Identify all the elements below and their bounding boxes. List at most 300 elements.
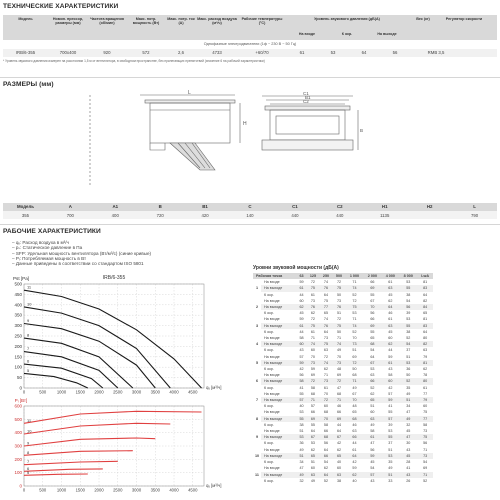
noise-value-cell: 38 — [336, 478, 342, 483]
legend-item: – qᵥ: Расход воздуха в м³/ч — [12, 240, 69, 245]
noise-value-cell: 82 — [417, 341, 433, 347]
noise-value-cell: 58 — [370, 429, 375, 434]
noise-value-cell: 63 — [381, 323, 399, 329]
dims-table-row — [3, 211, 497, 219]
noise-value-cell: 49 — [299, 447, 304, 452]
noise-value-cell: 80 — [423, 336, 428, 341]
noise-value-cell: 55 — [297, 416, 307, 422]
tech-data-cell: +60/70 — [255, 50, 269, 55]
dims-header-cell: H1 — [362, 204, 407, 209]
noise-value-cell: 26 — [406, 478, 411, 483]
noise-value-cell: 74 — [323, 317, 329, 322]
noise-value-cell: 62 — [346, 472, 364, 478]
noise-value-cell: 53 — [381, 453, 399, 459]
front-view-body — [270, 110, 345, 140]
series-label: 5 — [27, 367, 30, 373]
tech-section-title: ТЕХНИЧЕСКИЕ ХАРАКТЕРИСТИКИ — [3, 3, 119, 10]
dims-header-cell: L — [452, 204, 497, 209]
noise-value-cell: 63 — [363, 416, 381, 422]
noise-value-cell: 44 — [352, 441, 357, 446]
noise-value-cell: 73 — [423, 429, 428, 434]
noise-position-label: На выходе — [261, 378, 297, 384]
noise-header-cell: 500 — [332, 273, 345, 279]
series-label: 7 — [27, 459, 30, 465]
noise-value-cell: 64 — [336, 429, 342, 434]
noise-value-cell: 61 — [388, 317, 393, 322]
dims-data-cell: 1135 — [380, 212, 390, 218]
noise-value-cell: 67 — [306, 434, 319, 440]
noise-value-cell: 61 — [423, 385, 428, 390]
noise-position-label: К окр. — [264, 385, 274, 390]
noise-value-cell: 61 — [297, 323, 307, 329]
noise-position-label: На входе — [264, 447, 280, 452]
noise-position-label: На выходе — [261, 360, 297, 366]
noise-position-label: К окр. — [264, 404, 274, 409]
noise-value-cell: 63 — [352, 429, 357, 434]
noise-value-cell: 57 — [299, 354, 304, 359]
noise-value-cell: 63 — [423, 348, 428, 353]
noise-value-cell: 62 — [381, 341, 399, 347]
noise-value-cell: 54 — [323, 460, 329, 465]
noise-value-cell: 60 — [297, 341, 307, 347]
noise-value-cell: 78 — [423, 373, 428, 378]
noise-value-cell: 62 — [323, 367, 329, 372]
noise-point-number: 11 — [255, 472, 259, 477]
tech-header-cell: Макс. потр. мощность (Вт) — [127, 17, 165, 26]
noise-value-cell: 55 — [370, 292, 375, 297]
noise-value-cell: 61 — [388, 280, 393, 285]
front-view-inner — [276, 116, 339, 134]
series-label: 8 — [27, 449, 30, 455]
noise-value-cell: 72 — [310, 280, 315, 285]
noise-value-cell: 72 — [332, 378, 345, 384]
series-label: 10 — [27, 301, 32, 307]
tech-header-cell: Частота вращения (об/мин) — [88, 17, 126, 26]
noise-value-cell: 74 — [319, 360, 332, 366]
noise-value-cell: 66 — [323, 429, 329, 434]
tech-data-cell: 572 — [142, 50, 150, 55]
y-tick-label: 250 — [14, 333, 22, 339]
x-tick-label: 1500 — [75, 389, 85, 395]
tech-data-cell: 64 — [361, 50, 367, 55]
y-tick-label: 300 — [14, 323, 22, 329]
noise-value-cell: 65 — [323, 311, 329, 316]
work-section-title: РАБОЧИЕ ХАРАКТЕРИСТИКИ — [3, 228, 101, 235]
noise-position-label: На выходе — [261, 323, 297, 329]
y-tick-label: 150 — [14, 354, 22, 360]
tech-header-cell: Модель — [3, 17, 48, 21]
label-C1: C1 — [303, 91, 309, 96]
series-line — [24, 352, 118, 388]
noise-value-cell: 68 — [319, 434, 332, 440]
noise-value-cell: 59 — [310, 367, 315, 372]
noise-value-cell: 51 — [297, 453, 307, 459]
noise-value-cell: 70 — [352, 336, 357, 341]
noise-value-cell: 60 — [310, 348, 315, 353]
y-tick-label: 450 — [14, 291, 22, 297]
noise-value-cell: 76 — [306, 304, 319, 310]
x-tick-label: 4500 — [188, 389, 198, 395]
noise-value-cell: 68 — [363, 341, 381, 347]
noise-value-cell: 61 — [363, 434, 381, 440]
noise-value-cell: 59 — [381, 397, 399, 403]
noise-value-cell: 69 — [423, 466, 428, 471]
noise-value-cell: 64 — [310, 429, 315, 434]
noise-value-cell: 75 — [423, 410, 428, 415]
noise-value-cell: 55 — [399, 323, 417, 329]
label-L: L — [188, 90, 191, 96]
noise-header-cell: LwA — [417, 273, 433, 279]
noise-point-number: 6 — [255, 379, 259, 384]
noise-point-number: 1 — [255, 286, 259, 291]
side-view-body — [150, 103, 230, 143]
noise-value-cell: 53 — [299, 410, 304, 415]
noise-value-cell: 49 — [336, 348, 342, 353]
noise-value-cell: 51 — [352, 348, 357, 353]
noise-position-label: К окр. — [264, 478, 274, 483]
noise-header-cell: Рабочая точка — [253, 273, 297, 279]
noise-value-cell: 71 — [310, 336, 315, 341]
x-tick-label: 3000 — [131, 487, 142, 493]
noise-value-cell: 72 — [319, 397, 332, 403]
dims-header-cell: H2 — [407, 204, 452, 209]
noise-value-cell: 33 — [388, 478, 393, 483]
label-H: H — [243, 121, 247, 127]
noise-value-cell: 73 — [346, 341, 364, 347]
label-B: B — [360, 128, 364, 133]
x-tick-label: 0 — [22, 389, 26, 395]
y-tick-label: 600 — [14, 403, 22, 409]
noise-value-cell: 64 — [319, 472, 332, 478]
noise-value-cell: 65 — [332, 453, 345, 459]
noise-value-cell: 79 — [423, 354, 428, 359]
series-label: 9 — [27, 440, 30, 446]
noise-value-cell: 57 — [310, 404, 315, 409]
series-label: 8 — [27, 332, 30, 338]
noise-value-cell: 34 — [299, 460, 304, 465]
x-tick-label: 1000 — [56, 389, 67, 395]
noise-value-cell: 37 — [388, 441, 393, 446]
noise-row — [253, 478, 433, 484]
noise-value-cell: 72 — [310, 317, 315, 322]
noise-value-cell: 71 — [306, 397, 319, 403]
noise-value-cell: 60 — [323, 404, 329, 409]
y-tick-label: 500 — [14, 416, 22, 422]
noise-value-cell: 73 — [306, 360, 319, 366]
noise-value-cell: 73 — [336, 298, 342, 303]
noise-value-cell: 39 — [388, 422, 393, 427]
dims-header-cell: Модель — [3, 204, 48, 209]
noise-value-cell: 59 — [363, 453, 381, 459]
noise-value-cell: 69 — [336, 373, 342, 378]
x-tick-label: 0 — [22, 487, 26, 493]
noise-value-cell: 82 — [423, 298, 428, 303]
tech-header-cell: Макс. расход воздуха (м³/ч) — [197, 17, 237, 26]
noise-header-cell: 250 — [319, 273, 332, 279]
noise-value-cell: 54 — [399, 341, 417, 347]
noise-point-number: 10 — [254, 453, 260, 458]
noise-value-cell: 60 — [370, 410, 375, 415]
x-tick-label: 3000 — [131, 389, 142, 395]
noise-header-cell: 63 — [297, 273, 307, 279]
noise-position-label: На входе — [264, 298, 280, 303]
work-legend — [12, 240, 252, 266]
noise-value-cell: 68 — [346, 416, 364, 422]
series-line — [24, 373, 88, 388]
noise-value-cell: 69 — [352, 354, 357, 359]
noise-value-cell: 49 — [388, 466, 393, 471]
noise-value-cell: 53 — [406, 317, 411, 322]
noise-value-cell: 75 — [306, 285, 319, 291]
y-tick-label: 300 — [14, 443, 22, 449]
noise-value-cell: 60 — [336, 466, 342, 471]
series-line — [24, 423, 170, 434]
noise-value-cell: 41 — [299, 385, 304, 390]
dims-header-cell: C2 — [317, 204, 362, 209]
dims-header-cell: A1 — [93, 204, 138, 209]
x-tick-label: 2000 — [94, 389, 104, 395]
noise-value-cell: 53 — [297, 434, 307, 440]
noise-header-cell: 8 000 — [399, 273, 417, 279]
noise-value-cell: 75 — [346, 304, 364, 310]
noise-header-cell: 2 000 — [363, 273, 381, 279]
noise-value-cell: 74 — [323, 280, 329, 285]
noise-value-cell: 77 — [423, 391, 428, 396]
noise-position-label: На выходе — [261, 397, 297, 403]
noise-value-cell: 71 — [332, 397, 345, 403]
noise-value-cell: 57 — [297, 397, 307, 403]
label-C2: C2 — [303, 99, 309, 104]
noise-value-cell: 63 — [323, 348, 329, 353]
noise-value-cell: 54 — [423, 460, 428, 465]
noise-value-cell: 69 — [363, 323, 381, 329]
tech-subheader-cell: К окр. — [327, 32, 367, 37]
noise-value-cell: 58 — [310, 385, 315, 390]
front-view — [262, 96, 358, 150]
noise-value-cell: 70 — [319, 416, 332, 422]
noise-value-cell: 61 — [352, 447, 357, 452]
label-B1: B1 — [305, 95, 311, 100]
noise-value-cell: 54 — [370, 466, 375, 471]
noise-position-label: К окр. — [264, 441, 274, 446]
tech-header-cell: Рабочие температуры (°C) — [238, 17, 286, 26]
dims-divider — [0, 77, 500, 78]
noise-value-cell: 73 — [323, 336, 329, 341]
tech-header-cell: Номин. прессор, размеры (мм) — [49, 17, 87, 26]
noise-value-cell: 72 — [346, 360, 364, 366]
series-label: 11 — [27, 417, 32, 423]
noise-value-cell: 64 — [381, 304, 399, 310]
noise-point-number: 4 — [255, 342, 259, 347]
noise-value-cell: 56 — [370, 447, 375, 452]
series-line — [24, 469, 103, 471]
noise-value-cell: 51 — [399, 397, 417, 403]
tech-subheader-cell: На выходе — [367, 32, 407, 37]
noise-value-cell: 64 — [423, 292, 428, 297]
noise-value-cell: 52 — [352, 292, 357, 297]
noise-value-cell: 64 — [423, 329, 428, 334]
noise-value-cell: 45 — [370, 460, 375, 465]
noise-value-cell: 66 — [346, 434, 364, 440]
noise-position-label: На выходе — [261, 341, 297, 347]
noise-value-cell: 75 — [319, 341, 332, 347]
tech-header-cell: Макс. потр. ток (A) — [167, 17, 195, 26]
noise-position-label: На входе — [264, 317, 280, 322]
noise-value-cell: 81 — [423, 280, 428, 285]
noise-value-cell: 43 — [388, 367, 393, 372]
noise-value-cell: 61 — [310, 329, 315, 334]
noise-value-cell: 53 — [388, 429, 393, 434]
y-tick-label: 500 — [14, 281, 22, 287]
noise-value-cell: 70 — [336, 354, 342, 359]
legend-item: – pₛ: Статическое давление в Па — [12, 245, 83, 250]
noise-table-wrap — [253, 273, 433, 484]
noise-header-cell: 125 — [306, 273, 319, 279]
noise-point-number: 5 — [255, 360, 259, 365]
noise-value-cell: 61 — [310, 292, 315, 297]
noise-value-cell: 47 — [336, 385, 342, 390]
noise-value-cell: 73 — [417, 453, 433, 459]
noise-value-cell: 53 — [399, 360, 417, 366]
noise-value-cell: 83 — [417, 323, 433, 329]
legend-item: – Данные приведены в соответствии со стандартом ISO 5801 — [12, 261, 144, 266]
noise-value-cell: 47 — [299, 466, 304, 471]
noise-value-cell: 83 — [417, 285, 433, 291]
noise-value-cell: 42 — [336, 441, 342, 446]
noise-value-cell: 55 — [370, 329, 375, 334]
tech-data-cell: 2,6 — [178, 50, 184, 55]
y-axis-label: Pᵢ [Вт] — [14, 398, 28, 403]
noise-value-cell: 71 — [423, 447, 428, 452]
noise-value-cell: 72 — [336, 317, 342, 322]
dims-data-cell: 440 — [291, 212, 299, 218]
side-view-top-frame — [145, 100, 235, 103]
noise-value-cell: 44 — [299, 292, 304, 297]
noise-value-cell: 30 — [406, 441, 411, 446]
x-tick-label: 4500 — [188, 487, 198, 493]
noise-value-cell: 52 — [423, 478, 428, 483]
noise-value-cell: 66 — [363, 378, 381, 384]
noise-value-cell: 74 — [346, 285, 364, 291]
noise-value-cell: 66 — [370, 317, 375, 322]
noise-value-cell: 52 — [406, 336, 411, 341]
noise-value-cell: 51 — [388, 447, 393, 452]
noise-value-cell: 53 — [352, 311, 357, 316]
x-tick-label: 4000 — [169, 389, 179, 395]
noise-value-cell: 58 — [297, 378, 307, 384]
noise-value-cell: 72 — [323, 354, 329, 359]
dims-data-cell: 720 — [156, 212, 164, 218]
noise-position-label: К окр. — [264, 348, 274, 353]
noise-value-cell: 58 — [388, 373, 393, 378]
noise-value-cell: 57 — [363, 472, 381, 478]
noise-value-cell: 40 — [352, 478, 357, 483]
noise-value-cell: 43 — [406, 447, 411, 452]
noise-value-cell: 48 — [352, 404, 357, 409]
noise-value-cell: 61 — [297, 285, 307, 291]
noise-value-cell: 69 — [310, 373, 315, 378]
noise-value-cell: 61 — [323, 385, 329, 390]
noise-value-cell: 51 — [336, 311, 342, 316]
noise-value-cell: 65 — [352, 410, 357, 415]
noise-value-cell: 42 — [299, 367, 304, 372]
y-tick-label: 400 — [14, 302, 22, 308]
dims-data-cell: 355 — [21, 212, 30, 218]
noise-value-cell: 66 — [310, 410, 315, 415]
noise-value-cell: 73 — [319, 378, 332, 384]
noise-value-cell: 56 — [370, 311, 375, 316]
x-tick-label: 500 — [39, 389, 47, 395]
noise-value-cell: 44 — [299, 329, 304, 334]
dims-header-cell: B — [138, 204, 183, 209]
y-tick-label: 200 — [14, 456, 22, 462]
noise-value-cell: 69 — [363, 285, 381, 291]
noise-value-cell: 42 — [352, 460, 357, 465]
x-tick-label: 2000 — [94, 487, 104, 493]
legend-item: – Pᵢ: Потребляемая мощность в Вт — [12, 256, 87, 261]
noise-position-label: К окр. — [264, 311, 274, 316]
noise-value-cell: 56 — [299, 373, 304, 378]
noise-value-cell: 70 — [323, 391, 329, 396]
noise-value-cell: 35 — [406, 385, 411, 390]
noise-value-cell: 51 — [381, 472, 399, 478]
noise-value-cell: 63 — [306, 472, 319, 478]
x-tick-label: 2500 — [113, 389, 123, 395]
y-tick-label: 350 — [14, 312, 22, 318]
dims-header-cell: C1 — [272, 204, 317, 209]
noise-value-cell: 67 — [363, 360, 381, 366]
noise-value-cell: 62 — [310, 447, 315, 452]
noise-position-label: К окр. — [264, 460, 274, 465]
noise-position-label: На выходе — [261, 453, 297, 459]
x-tick-label: 2500 — [113, 487, 123, 493]
noise-value-cell: 43 — [399, 472, 417, 478]
noise-value-cell: 48 — [336, 367, 342, 372]
noise-value-cell: 71 — [336, 336, 342, 341]
noise-value-cell: 54 — [406, 298, 411, 303]
tech-data-row — [3, 49, 497, 57]
noise-position-label: К окр. — [264, 422, 274, 427]
noise-value-cell: 45 — [399, 453, 417, 459]
series-line — [24, 474, 88, 475]
y-tick-label: 200 — [14, 343, 22, 349]
noise-value-cell: 72 — [352, 298, 357, 303]
noise-value-cell: 64 — [370, 354, 375, 359]
noise-value-cell: 62 — [297, 304, 307, 310]
tech-footnote: * Уровень звукового давления измерен на расстоянии 1,5 м от вентилятора, в свободном пространстве, без прилегающих препятствий (значение 6 на рабочий характеристики) — [3, 59, 265, 63]
noise-value-cell: 74 — [332, 341, 345, 347]
noise-point-number: 9 — [255, 435, 259, 440]
noise-position-label: На входе — [264, 336, 280, 341]
tech-subheader-cell: На входе — [287, 32, 327, 37]
tech-table-header — [3, 15, 497, 40]
noise-value-cell: 80 — [417, 378, 433, 384]
noise-value-cell: 45 — [388, 329, 393, 334]
noise-value-cell: 65 — [306, 453, 319, 459]
noise-value-cell: 41 — [406, 466, 411, 471]
noise-value-cell: 43 — [299, 348, 304, 353]
noise-value-cell: 28 — [406, 460, 411, 465]
noise-value-cell: 49 — [297, 472, 307, 478]
noise-value-cell: 65 — [363, 397, 381, 403]
x-tick-label: 3500 — [150, 487, 160, 493]
noise-value-cell: 68 — [352, 373, 357, 378]
noise-value-cell: 50 — [352, 367, 357, 372]
noise-value-cell: 45 — [406, 429, 411, 434]
noise-value-cell: 67 — [352, 391, 357, 396]
front-view-top-plate — [265, 106, 350, 110]
series-label: 6 — [27, 358, 30, 364]
